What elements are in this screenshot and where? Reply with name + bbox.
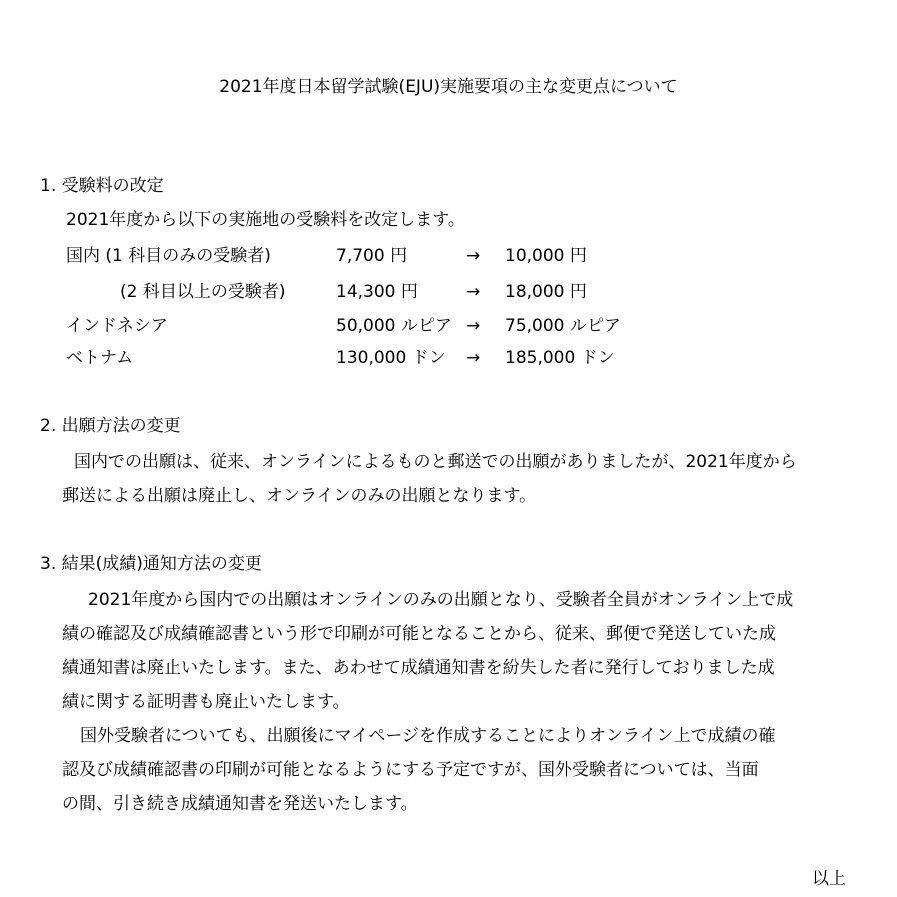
fee-row-old: 7,700 円 <box>336 246 408 266</box>
section3-para2-line: の間、引き続き成績通知書を発送いたします。 <box>62 794 418 814</box>
fee-row-new: 75,000 ルピア <box>505 316 621 336</box>
fee-row-label: インドネシア <box>66 316 168 336</box>
closing-mark: 以上 <box>812 869 846 889</box>
fee-row-new: 18,000 円 <box>505 282 587 302</box>
fee-row-label: (2 科目以上の受験者) <box>120 282 286 302</box>
arrow-icon: → <box>466 282 481 302</box>
arrow-icon: → <box>466 348 481 368</box>
section3-para1-line: 績に関する証明書も廃止いたします。 <box>62 692 350 712</box>
section3-para2-line: 国外受験者についても、出願後にマイページを作成することによりオンライン上で成績の確 <box>80 726 776 746</box>
fee-row-old: 130,000 ドン <box>336 348 446 368</box>
fee-row-new: 10,000 円 <box>505 246 587 266</box>
arrow-icon: → <box>466 316 481 336</box>
fee-row-new: 185,000 ドン <box>505 348 615 368</box>
section3-para1-line: 2021年度から国内での出願はオンラインのみの出願となり、受験者全員がオンライン上で成 <box>88 590 794 610</box>
fee-row-old: 50,000 ルピア <box>336 316 452 336</box>
section3-para1-line: 績通知書は廃止いたします。また、あわせて成績通知書を紛失した者に発行しておりました成 <box>62 658 775 678</box>
fee-row-label: ベトナム <box>66 348 134 368</box>
section3-heading: 3. 結果(成績)通知方法の変更 <box>40 554 262 574</box>
fee-row-label: 国内 (1 科目のみの受験者) <box>66 246 271 266</box>
fee-row-old: 14,300 円 <box>336 282 418 302</box>
arrow-icon: → <box>466 246 481 266</box>
section2-heading: 2. 出願方法の変更 <box>40 416 181 436</box>
section2-line: 国内での出願は、従来、オンラインによるものと郵送での出願がありましたが、2021年度から <box>74 452 797 472</box>
section1-heading: 1. 受験料の改定 <box>40 176 164 196</box>
section2-line: 郵送による出願は廃止し、オンラインのみの出願となります。 <box>62 486 537 506</box>
section1-intro: 2021年度から以下の実施地の受験料を改定します。 <box>66 210 465 230</box>
section3-para2-line: 認及び成績確認書の印刷が可能となるようにする予定ですが、国外受験者については、当面 <box>62 760 759 780</box>
document-title: 2021年度日本留学試験(EJU)実施要項の主な変更点について <box>219 77 678 97</box>
section3-para1-line: 績の確認及び成績確認書という形で印刷が可能となることから、従来、郵便で発送していた成 <box>62 624 776 644</box>
